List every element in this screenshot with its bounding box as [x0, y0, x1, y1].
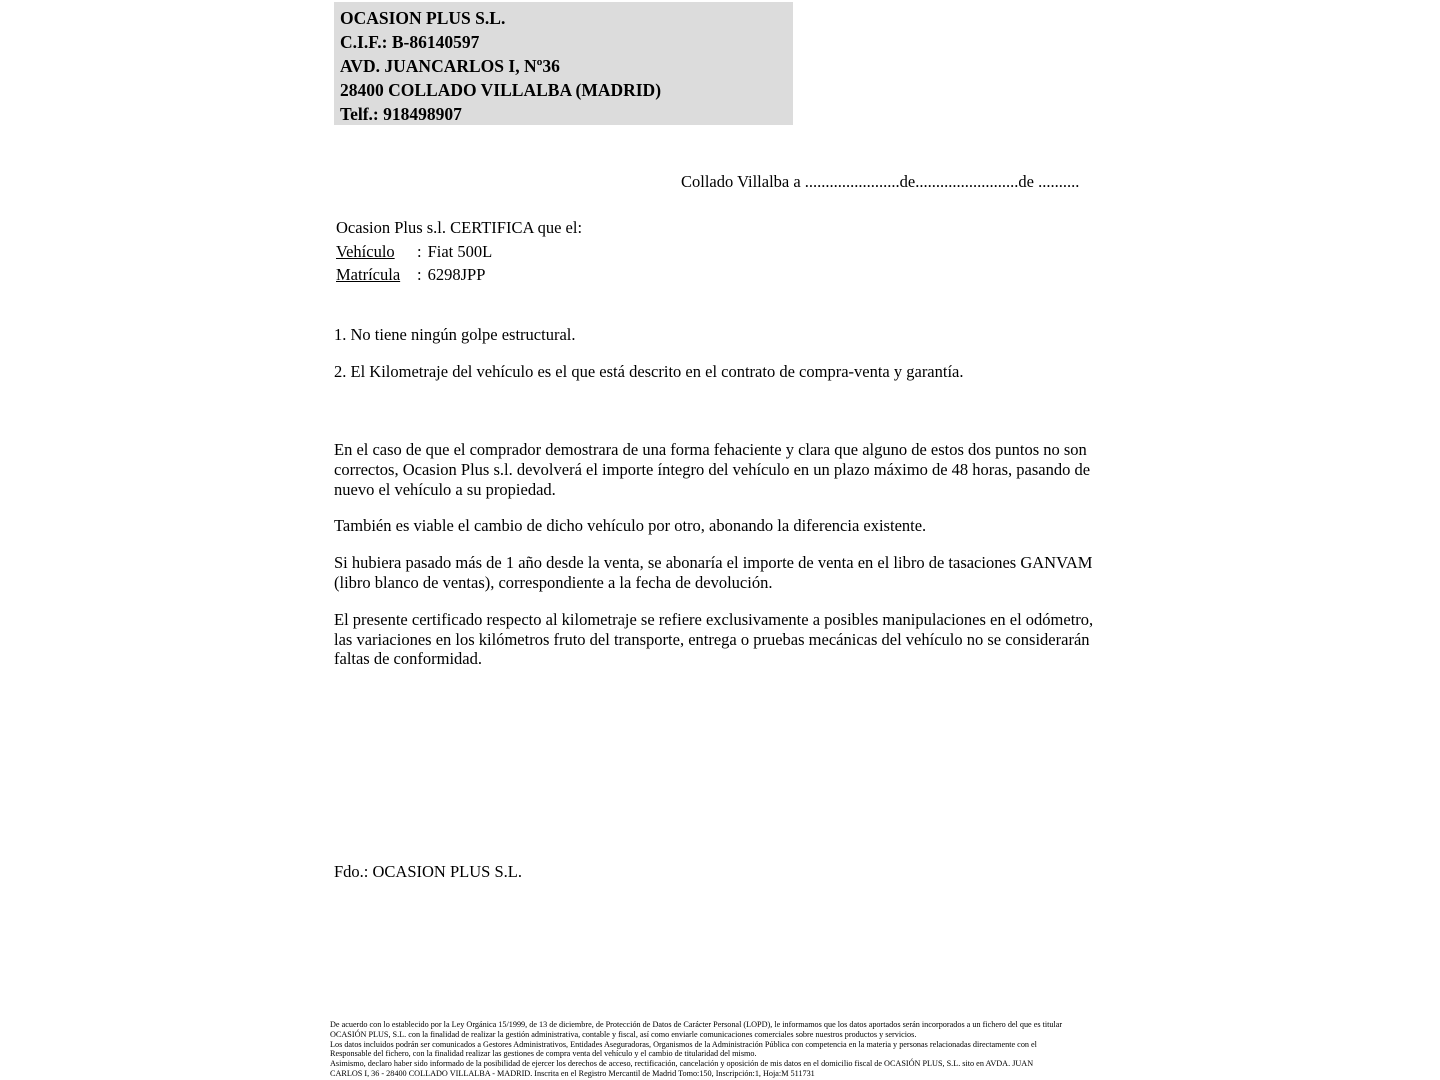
paragraph-exchange: También es viable el cambio de dicho vehículo por otro, abonando la diferencia existente.	[334, 516, 927, 536]
legal-line-5: Asimismo, declaro haber sido informado de la posibilidad de ejercer los derechos de acceso, rectificación, cancelación y oposición de mis datos en el domicilio fiscal de OCASIÓN PLUS, S.L. sito en AVDA. JUAN	[330, 1059, 1034, 1068]
point-2: 2. El Kilometraje del vehículo es el que está descrito en el contrato de compra-venta y garantía.	[334, 362, 964, 381]
plate-label: Matrícula	[336, 265, 401, 284]
plate-field	[336, 263, 582, 287]
paragraph-ganvam: Si hubiera pasado más de 1 año desde la venta, se abonaría el importe de venta en el libro de tasaciones GANVAM (libro blanco de ventas), correspondiente a la fecha de devolución.	[334, 553, 1093, 592]
certify-intro: Ocasion Plus s.l. CERTIFICA que el:	[336, 218, 583, 237]
vehicle-separator: :	[417, 241, 422, 261]
company-name: OCASION PLUS S.L.	[340, 8, 506, 28]
legal-line-1: De acuerdo con lo establecido por la Ley Orgánica 15/1999, de 13 de diciembre, de Protección de Datos de Carácter Personal (LOPD), le informamos que los datos aportados serán incorporados a un fichero del que es titular	[330, 1020, 1063, 1029]
legal-footer	[330, 1020, 1120, 1079]
vehicle-value: Fiat 500L	[427, 241, 493, 261]
vehicle-field	[336, 240, 582, 264]
date-line: Collado Villalba a .......................de.........................de ..........	[681, 172, 1080, 191]
legal-line-2: OCASIÓN PLUS, S.L. con la finalidad de realizar la gestión administrativa, contable y fiscal, así como enviarle comunicaciones comerciales sobre nuestros productos y servicios.	[330, 1029, 917, 1039]
legal-line-3: Los datos incluidos podrán ser comunicados a Gestores Administrativos, Entidades Aseguradoras, Organismos de la Administración Pública con competencia en la materia y personas relacionadas directamente con el	[330, 1039, 1037, 1049]
legal-line-4: Responsable del fichero, con la finalidad realizar las gestiones de compra venta del vehículo y el cambio de titularidad del mismo.	[330, 1049, 757, 1059]
company-cif: C.I.F.: B-86140597	[340, 32, 480, 52]
plate-separator: :	[417, 265, 422, 284]
certify-block	[336, 216, 582, 287]
legal-line-6: CARLOS I, 36 - 28400 COLLADO VILLALBA - MADRID. Inscrita en el Registro Mercantil de Madrid Tomo:150, Inscripción:1, Hoja:M 511731	[330, 1068, 815, 1078]
certificate-points	[334, 325, 1104, 382]
vehicle-label: Vehículo	[336, 241, 395, 261]
company-header-box	[334, 2, 793, 125]
paragraph-refund: En el caso de que el comprador demostrara de una forma fehaciente y clara que alguno de estos dos puntos no son correctos, Ocasion Plus s.l. devolverá el importe íntegro del vehículo en un plazo máximo de 48 horas, pasando de nuevo el vehículo a su propiedad.	[334, 440, 1091, 499]
company-address: AVD. JUANCARLOS I, Nº36	[340, 56, 560, 76]
plate-value: 6298JPP	[427, 265, 486, 284]
company-city: 28400 COLLADO VILLALBA (MADRID)	[340, 80, 662, 100]
signature-line: Fdo.: OCASION PLUS S.L.	[334, 862, 522, 881]
paragraph-odometer: El presente certificado respecto al kilometraje se refiere exclusivamente a posibles manipulaciones en el odómetro, las variaciones en los kilómetros fruto del transporte, entrega o pruebas mecánicas del vehículo no se considerarán faltas de conformidad.	[334, 609, 1094, 669]
company-phone: Telf.: 918498907	[340, 104, 462, 124]
point-1: 1. No tiene ningún golpe estructural.	[334, 325, 576, 344]
body-paragraphs	[334, 440, 1100, 669]
